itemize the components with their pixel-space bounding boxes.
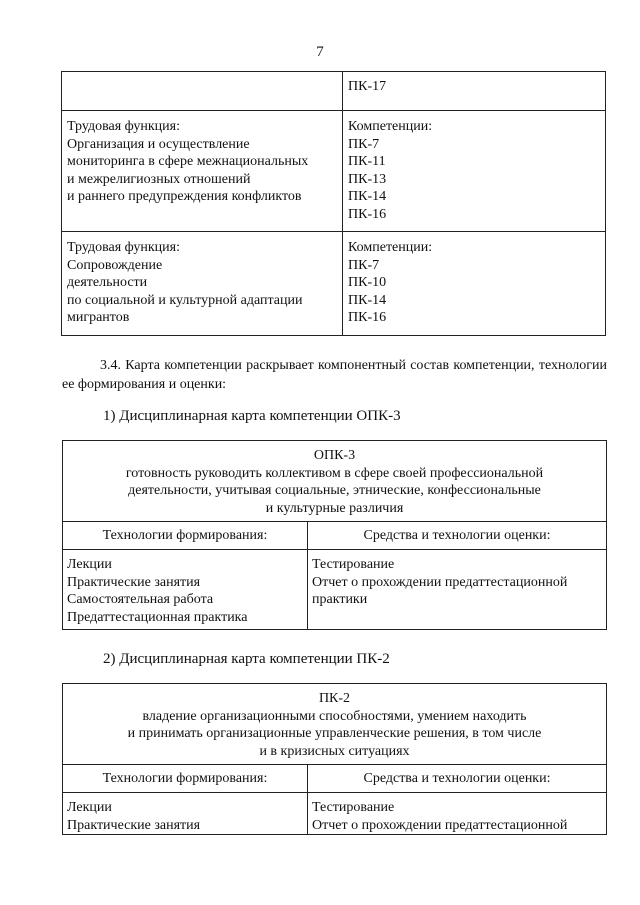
cell-line: практики	[312, 592, 368, 607]
card-description-line: и в кризисных ситуациях	[259, 743, 410, 759]
cell-line: Тестирование	[312, 800, 395, 815]
labor-function-cell	[62, 232, 343, 336]
assessment-cell	[308, 793, 607, 835]
cell-line: мигрантов	[67, 310, 130, 325]
card-code: ОПК-3	[313, 448, 356, 463]
column-header: Средства и технологии оценки:	[308, 522, 607, 550]
cell-line: ПК-16	[348, 206, 387, 222]
table-cell	[343, 72, 606, 111]
cell-line: Предаттестационная практика	[67, 609, 248, 625]
cell-line: Организация и осуществление	[67, 136, 250, 152]
cell-line: Лекции	[67, 800, 112, 815]
table-row	[62, 72, 606, 111]
card-heading-cell	[63, 441, 607, 522]
cell-line: ПК-10	[348, 275, 387, 290]
card-description-line: готовность руководить коллективом в сфере своей профессиональной	[125, 465, 544, 481]
cell-line: ПК-7	[348, 257, 380, 273]
card1-caption: 1) Дисциплинарная карта компетенции ОПК-3	[103, 408, 401, 424]
column-header: Технологии формирования:	[63, 765, 308, 793]
cell-line: Практические занятия	[67, 817, 201, 833]
cell-line: ПК-14	[348, 189, 387, 204]
card-code: ПК-2	[318, 691, 351, 706]
cell-line: ПК-13	[348, 171, 387, 187]
competences-cell	[343, 232, 606, 336]
cell-line: ПК-11	[348, 154, 386, 169]
card-description-line: деятельности, учитывая социальные, этнические, конфессиональные	[128, 483, 541, 498]
table-row	[63, 441, 607, 522]
section-paragraph: 3.4. Карта компетенции раскрывает компонентный состав компетенции, технологии ее формирования и оценки:	[62, 358, 607, 392]
card-description-line: владение организационными способностями, умением находить	[142, 708, 527, 724]
cell-line: по социальной и культурной адаптации	[67, 292, 303, 308]
formation-tech-cell	[63, 793, 308, 835]
cell-line: Трудовая функция:	[67, 119, 180, 134]
card2-caption: 2) Дисциплинарная карта компетенции ПК-2	[103, 651, 390, 667]
cell-line: Тестирование	[312, 557, 395, 572]
cell-line: Компетенции:	[348, 240, 433, 255]
column-header: Технологии формирования:	[63, 522, 308, 550]
cell-line: Отчет о прохождении предаттестационной	[312, 574, 568, 590]
labor-functions-table	[61, 71, 606, 336]
card-description-line: и принимать организационные управленческие решения, в том числе	[127, 726, 542, 741]
table-row	[63, 793, 607, 835]
cell-line: и раннего предупреждения конфликтов	[67, 189, 302, 204]
cell-line: деятельности	[67, 275, 148, 290]
cell-line: Самостоятельная работа	[67, 592, 214, 607]
labor-function-cell	[62, 111, 343, 232]
page-number: 7	[316, 44, 324, 60]
table-row	[63, 550, 607, 630]
cell-line: Сопровождение	[67, 257, 163, 273]
competences-cell	[343, 111, 606, 232]
table-row	[62, 232, 606, 336]
competence-card-opk3	[62, 440, 607, 630]
table-row	[63, 765, 607, 793]
cell-line: ПК-16	[348, 310, 387, 325]
cell-line: ПК-14	[348, 292, 387, 308]
table-row	[62, 111, 606, 232]
table-row	[63, 684, 607, 765]
cell-line: Трудовая функция:	[67, 240, 180, 255]
competence-card-pk2	[62, 683, 607, 835]
card-heading-cell	[63, 684, 607, 765]
cell-line: и межрелигиозных отношений	[67, 171, 251, 187]
assessment-cell	[308, 550, 607, 630]
table-cell	[62, 72, 343, 111]
competence-code: ПК-17	[348, 79, 387, 94]
formation-tech-cell	[63, 550, 308, 630]
column-header: Средства и технологии оценки:	[308, 765, 607, 793]
cell-line: мониторинга в сфере межнациональных	[67, 154, 309, 169]
cell-line: Отчет о прохождении предаттестационной	[312, 817, 568, 833]
cell-line: ПК-7	[348, 136, 380, 152]
cell-line: Практические занятия	[67, 574, 201, 590]
cell-line: Лекции	[67, 557, 112, 572]
cell-line: Компетенции:	[348, 119, 433, 134]
table-row	[63, 522, 607, 550]
card-description-line: и культурные различия	[265, 500, 404, 516]
